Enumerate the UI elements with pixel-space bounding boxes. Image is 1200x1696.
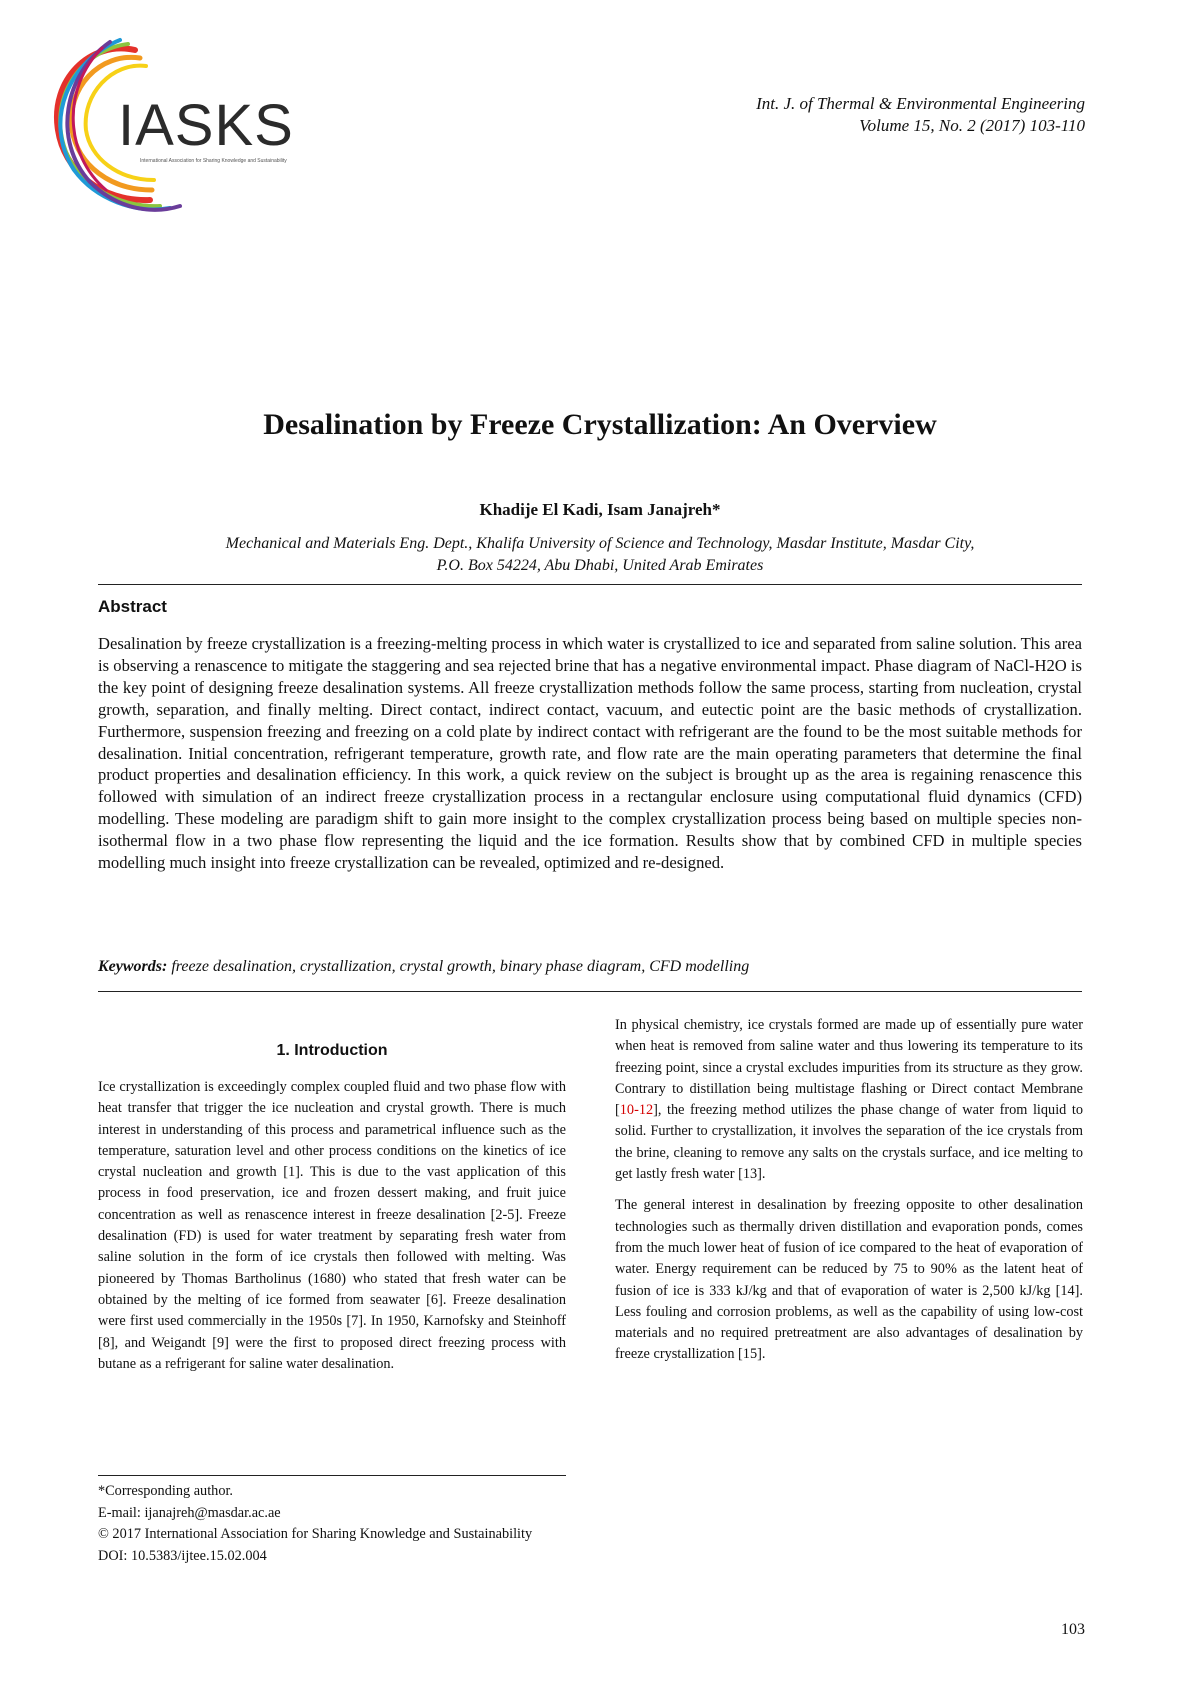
column-left <box>98 1077 566 1375</box>
paragraph-2-part-b: ], the freezing method utilizes the phase change of water from liquid to solid. Further to crystallization, it involves the separation of the ice crystals from the brine, cleaning to remove any salts on the crystals surface, and ice melting to get lastly fresh water [13]. <box>615 1102 1083 1183</box>
citation-link[interactable]: 10-12 <box>619 1102 654 1119</box>
logo-tagline: International Association for Sharing Knowledge and Sustainability <box>140 158 287 164</box>
iasks-logo <box>40 30 294 220</box>
keywords-line <box>98 958 749 976</box>
intro-paragraph-3: The general interest in desalination by freezing opposite to other desalination technologies such as thermally driven distillation and evaporation ponds, comes from the much lower heat of fusion of ice compared to the heat of evaporation of water. Energy requirement can be reduced by 75 to 90% as the latent heat of fusion of ice is 333 kJ/kg and that of evaporation of water is 2,500 kJ/kg [14]. Less fouling and corrosion problems, as well as the capability of using low-cost materials and no required pretreatment are also advantages of desalination by freeze crystallization [15]. <box>615 1197 1083 1363</box>
footnote-email: E-mail: ijanajreh@masdar.ac.ae <box>98 1504 281 1521</box>
section-heading-introduction: 1. Introduction <box>276 1042 388 1059</box>
intro-paragraph-2 <box>615 1015 1083 1185</box>
logo-wordmark: IASKS <box>118 93 294 158</box>
affiliation-line-2: P.O. Box 54224, Abu Dhabi, United Arab Emirates <box>436 557 764 574</box>
footnote-rule <box>98 1475 566 1476</box>
abstract-text: Desalination by freeze crystallization is a freezing-melting process in which water is crystallized to ice and separated from saline solution. This area is observing a renascence to mitigate the staggering and sea rejected brine that has a negative environmental impact. Phase diagram of NaCl-H2O is the key point of designing freeze desalination systems. All freeze crystallization methods follow the same process, starting from nucleation, crystal growth, separation, and finally melting. Direct contact, indirect contact, vacuum, and eutectic point are the basic methods of crystallization. Furthermore, suspension freezing and freezing on a cold plate by indirect contact with refrigerant are the found to be the most suitable methods for desalination. Initial concentration, refrigerant temperature, growth rate, and flow rate are the main operating parameters that determine the final product properties and desalination efficiency. In this work, a quick review on the subject is brought up as the area is regaining renascence this followed with simulation of an indirect freeze crystallization process in a rectangular enclosure using computational fluid dynamics (CFD) modelling. These modeling are paradigm shift to gain more insight to the complex crystallization process being based on multiple species non-isothermal flow in a two phase flow representing the liquid and the ice formation. Results show that by combined CFD in multiple species modelling much insight into freeze crystallization can be revealed, optimized and re-designed. <box>98 634 1082 873</box>
keywords-text: freeze desalination, crystallization, crystal growth, binary phase diagram, CFD modelling <box>171 958 750 975</box>
journal-volume: Volume 15, No. 2 (2017) 103-110 <box>859 116 1085 135</box>
abstract-heading: Abstract <box>98 597 167 616</box>
footnote-corresponding: *Corresponding author. <box>98 1483 234 1499</box>
affiliation-line-1: Mechanical and Materials Eng. Dept., Khalifa University of Science and Technology, Masdar Institute, Masdar City, <box>225 535 975 552</box>
footnotes <box>98 1481 532 1567</box>
paragraph-2-part-a: In physical chemistry, ice crystals formed are made up of essentially pure water when heat is removed from saline water and thus lowering its temperature to its freezing point, since a crystal excludes impurities from its structure as they grow. Contrary to distillation being multistage flashing or Direct contact Membrane [ <box>615 1017 1083 1119</box>
paper-authors: Khadije El Kadi, Isam Janajreh* <box>479 500 721 519</box>
divider-top <box>98 584 1082 585</box>
page-number: 103 <box>1061 1621 1085 1638</box>
footnote-doi: DOI: 10.5383/ijtee.15.02.004 <box>98 1547 267 1564</box>
divider-bottom <box>98 991 1082 992</box>
keywords-label: Keywords: <box>98 958 168 975</box>
journal-name: Int. J. of Thermal & Environmental Engineering <box>756 94 1085 113</box>
column-right <box>615 1015 1083 1366</box>
author-affiliation <box>60 533 1140 577</box>
paper-title: Desalination by Freeze Crystallization: An Overview <box>263 408 937 441</box>
intro-paragraph-1: Ice crystallization is exceedingly complex coupled fluid and two phase flow with heat transfer that trigger the ice nucleation and crystal growth. There is much interest in understanding of this process and parametrical influence such as the temperature, saturation level and other process conditions on the kinetics of ice crystal nucleation and growth [1]. This is due to the vast application of this process in food preservation, ice and frozen dessert making, and fruit juice concentration as well as renascence interest in freeze desalination [2-5]. Freeze desalination (FD) is used for water treatment by separating fresh water from saline solution in the form of ice crystals then followed with melting. Was pioneered by Thomas Bartholinus (1680) who stated that fresh water can be obtained by the melting of ice formed from seawater [6]. Freeze desalination were first used commercially in the 1950s [7]. In 1950, Karnofsky and Steinhoff [8], and Weigandt [9] were the first to proposed direct freezing process with butane as a refrigerant for saline water desalination. <box>98 1079 566 1372</box>
footnote-copyright: © 2017 International Association for Sharing Knowledge and Sustainability <box>98 1526 533 1542</box>
journal-reference <box>756 93 1085 137</box>
